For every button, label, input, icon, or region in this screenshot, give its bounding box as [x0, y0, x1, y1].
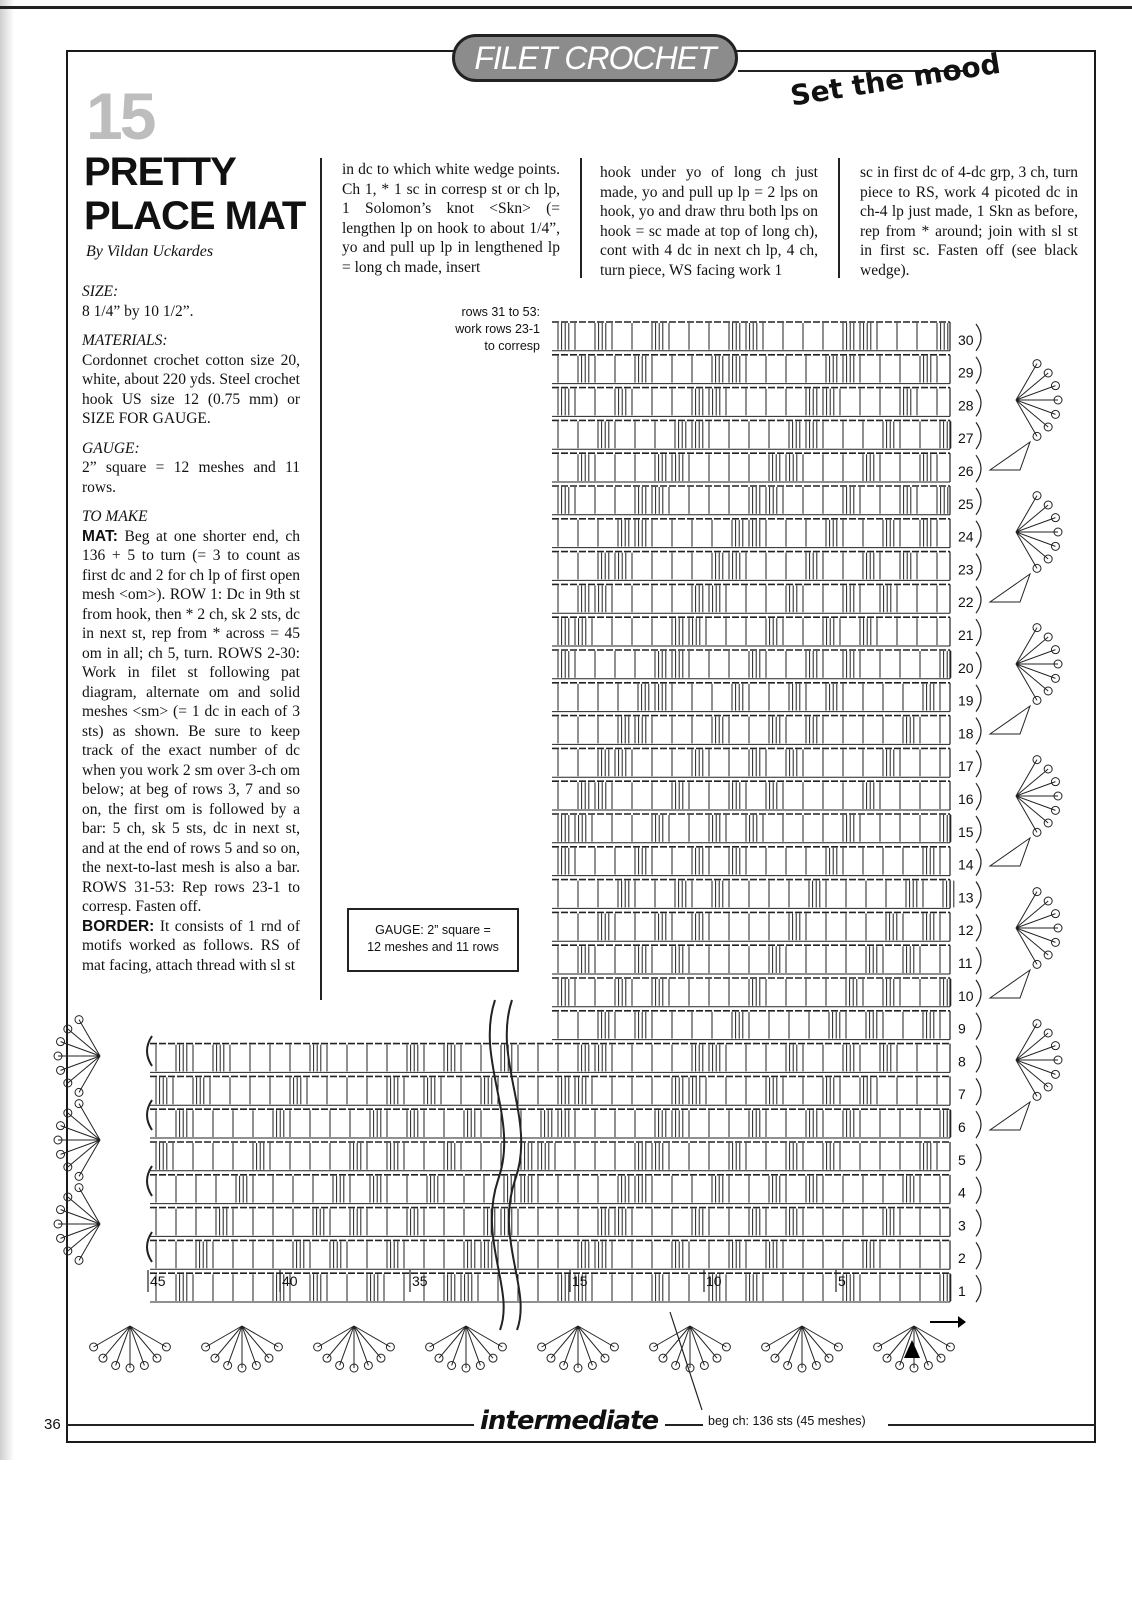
row-number: 13: [958, 889, 974, 906]
row-number: 17: [958, 758, 974, 775]
row-number: 11: [958, 955, 973, 971]
row-number: 16: [958, 791, 974, 807]
size-text: 8 1/4” by 10 1/2”.: [82, 302, 194, 320]
instructions-column-4: sc in first dc of 4-dc grp, 3 ch, turn piece to RS, work 4 picoted dc in ch-4 lp just made, 1 Skn as before, rep from * around; join with sl st in first sc. Fasten off (see black wedge).: [860, 164, 1078, 279]
instructions-column-2: in dc to which white wedge points. Ch 1, * 1 sc in corresp st or ch lp, 1 Solomon’s knot <Skn> (= lengthen lp on hook to about 1/4”, yo and pull up lp in lengthened lp = long ch made, insert: [342, 161, 560, 276]
beg-ch-label: beg ch: 136 sts (45 meshes): [708, 1414, 866, 1428]
title-line-1: PRETTY: [84, 150, 236, 194]
row-number: 1: [958, 1283, 966, 1299]
row-number: 24: [958, 528, 974, 545]
materials-text: Cordonnet crochet cotton size 20, white, about 220 yds. Steel crochet hook US size 12 (0.75 mm) or SIZE FOR GAUGE.: [82, 351, 300, 427]
row-number: 2: [958, 1250, 966, 1267]
mat-label: MAT:: [82, 527, 118, 545]
gauge-box: [347, 908, 519, 972]
skill-level: intermediate: [480, 1406, 659, 1436]
instructions-column-3: hook under yo of long ch just made, yo and pull up lp = 2 lps on hook, yo and draw thru both lps on hook = sc made at top of long ch), cont with 4 dc in next ch lp, 4 ch, turn piece, WS facing work 1: [600, 164, 818, 279]
column-number: 10: [706, 1273, 722, 1289]
footer-rule-left: [66, 1424, 474, 1426]
gauge-text: 2” square = 12 meshes and 11 rows.: [82, 459, 300, 496]
row-number: 7: [958, 1086, 966, 1103]
diagram-rungs: [148, 322, 954, 1302]
row-number: 26: [958, 463, 974, 479]
row-number: 22: [958, 594, 974, 611]
byline: By Vildan Uckardes: [86, 243, 214, 260]
row-number: 25: [958, 495, 974, 512]
section-title: FILET CROCHET: [452, 34, 738, 82]
pattern-number: 15: [86, 79, 154, 153]
column-number: 5: [838, 1273, 846, 1289]
row-number: 29: [958, 364, 974, 381]
arrowhead-icon: [958, 1316, 966, 1328]
row-number: 9: [958, 1020, 966, 1037]
row-number-labels: [958, 332, 974, 1299]
row-number: 21: [958, 627, 974, 643]
mat-text: Beg at one shorter end, ch 136 + 5 to turn (= 3 to count as first dc and 2 for ch lp of first open mesh <om>). ROW 1: Dc in 9th st from hook, then * 2 ch, sk 2 sts, dc in next st, rep from * across = 45 om in all; ch 5, turn. ROWS 2-30: Work in filet st following pat diagram, alternate om and solid meshes <sm> (= 1 dc in each of 3 sts) as shown. Be sure to keep track of the exact number of dc when you work 2 sm over 3-ch om below; at beg of rows 3, 7 and so on, the first om is followed by a bar: 5 ch, sk 5 sts, dc in next st, and at the end of rows 5 and so on, the next-to-last mesh is also a bar. ROWS 31-53: Rep rows 23-1 to corresp. Fasten off.: [82, 527, 300, 915]
gauge-heading: GAUGE:: [82, 439, 140, 457]
column-number: 40: [282, 1273, 298, 1289]
column-number: 45: [150, 1273, 166, 1289]
page-number: 36: [44, 1416, 61, 1433]
gauge-box-line-1: GAUGE: 2” square =: [375, 923, 491, 937]
size-heading: SIZE:: [82, 283, 119, 300]
row-number: 19: [958, 692, 974, 709]
row-number: 18: [958, 725, 974, 742]
tagline: Set the mood: [788, 46, 1003, 113]
border-label: BORDER:: [82, 917, 155, 935]
to-make-heading: TO MAKE: [82, 508, 148, 525]
row-number: 30: [958, 331, 974, 348]
start-wedge-icon: [904, 1340, 920, 1358]
footer-rule-right: [888, 1424, 1096, 1426]
break-line-left: [490, 1000, 504, 1330]
break-line-right: [507, 1000, 521, 1330]
title-line-2: PLACE MAT: [84, 194, 306, 238]
gauge-box-line-2: 12 meshes and 11 rows: [367, 940, 499, 954]
row-number: 23: [958, 561, 974, 578]
materials-heading: MATERIALS:: [82, 332, 168, 349]
row-number: 4: [958, 1184, 966, 1201]
row-number: 6: [958, 1119, 966, 1135]
column-number: 15: [572, 1273, 588, 1289]
rows-note-line-1: rows 31 to 53:: [461, 305, 540, 319]
rows-note-line-3: to corresp: [484, 339, 540, 353]
border-text: It consists of 1 rnd of motifs worked as follows. RS of mat facing, attach thread with sl st: [82, 917, 301, 974]
row-number: 27: [958, 430, 974, 447]
row-number: 20: [958, 659, 974, 676]
row-number: 8: [958, 1053, 966, 1070]
rows-note-line-2: work rows 23-1: [455, 322, 540, 336]
column-number: 35: [412, 1273, 428, 1289]
row-number: 14: [958, 856, 974, 873]
row-number: 3: [958, 1217, 966, 1234]
beg-ch-pointer: [670, 1312, 702, 1410]
row-number: 12: [958, 922, 974, 939]
row-number: 5: [958, 1151, 966, 1168]
row-number: 15: [958, 823, 974, 840]
footer-rule-mid: [665, 1424, 703, 1426]
row-number: 10: [958, 987, 974, 1004]
row-number: 28: [958, 397, 974, 414]
